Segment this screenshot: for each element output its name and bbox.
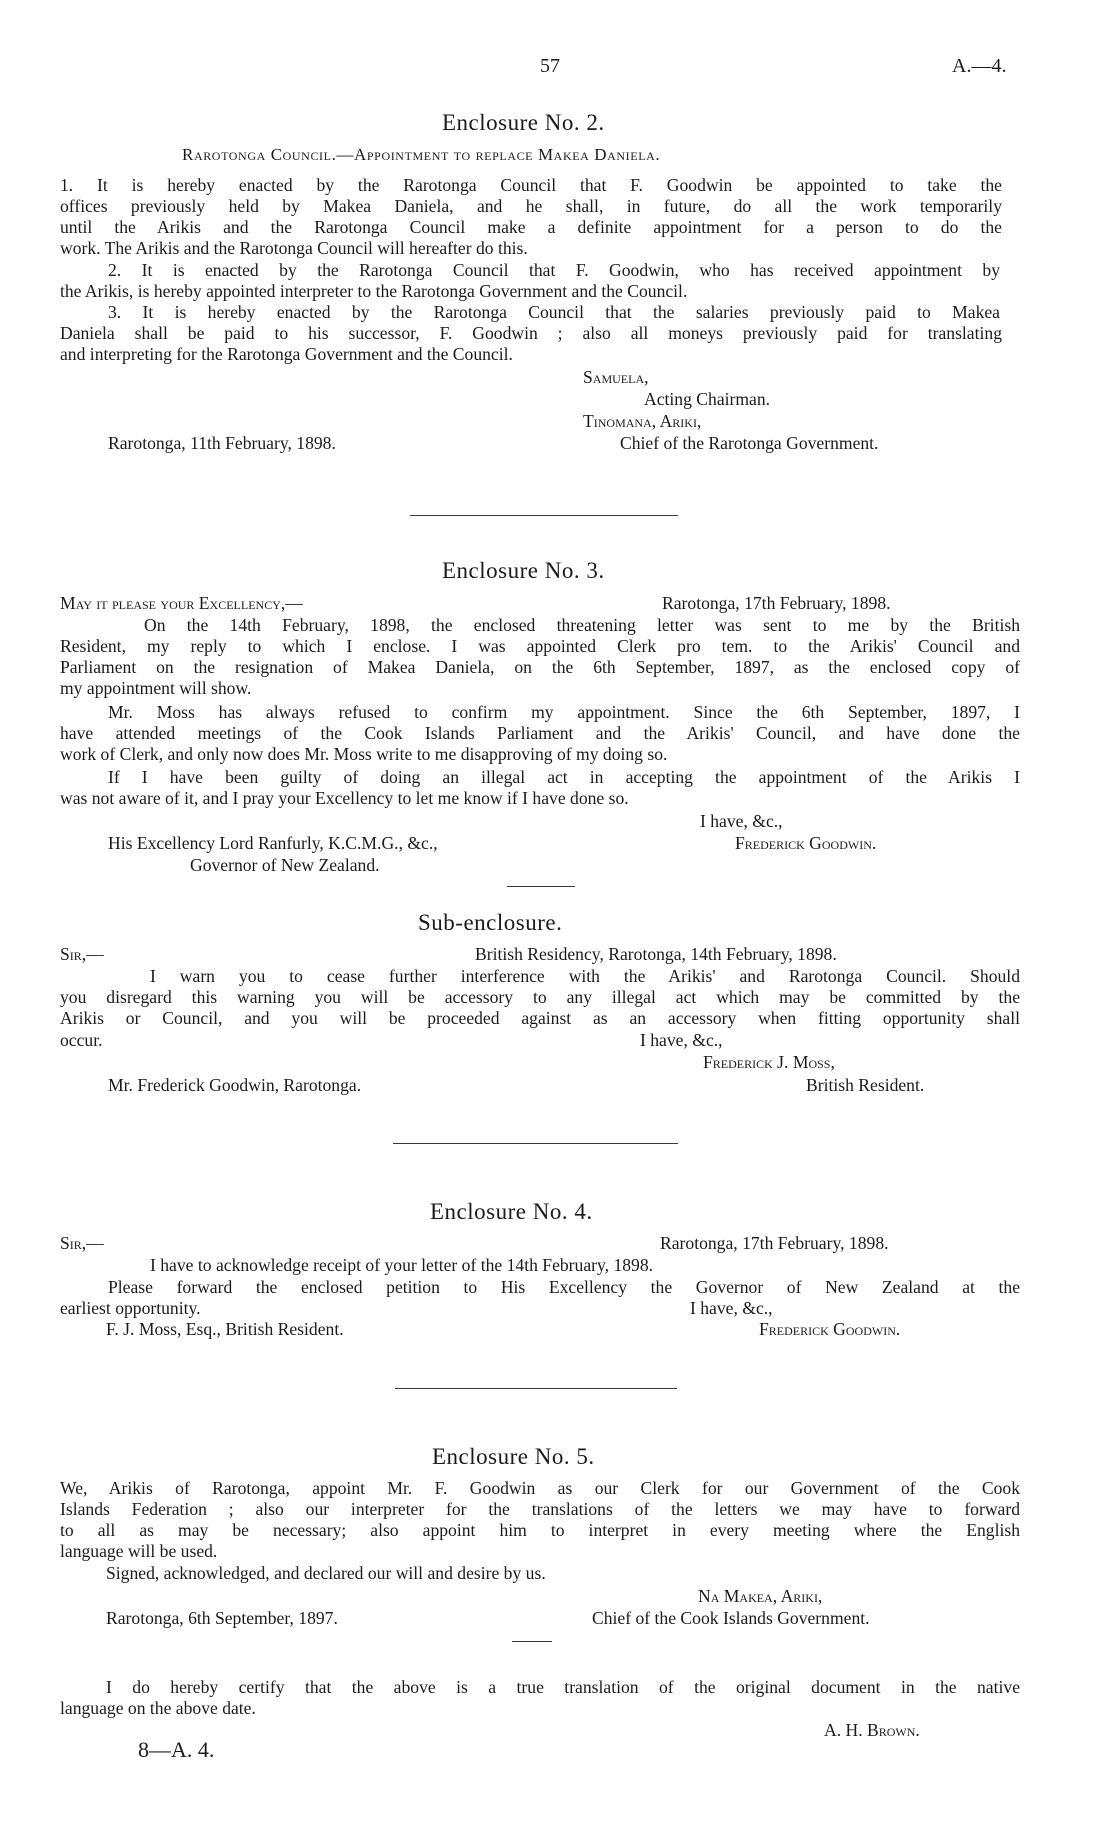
- short-divider: [512, 1641, 552, 1642]
- enc5-line: to all as may be necessary; also appoint him to interpret in every meeting where the English: [60, 1520, 1020, 1540]
- sub-closing: I have, &c.,: [640, 1030, 723, 1050]
- enclosure-2-title: Enclosure No. 2.: [442, 110, 605, 135]
- enc3-line: work of Clerk, and only now does Mr. Moss write to me disapproving of my doing so.: [60, 744, 668, 764]
- enc2-line: Daniela shall be paid to his successor, F. Goodwin ; also all moneys previously paid for translating: [60, 323, 1002, 343]
- enc3-place-date: Rarotonga, 17th February, 1898.: [662, 593, 891, 613]
- enc3-closing: I have, &c.,: [700, 811, 783, 831]
- enc3-line: my appointment will show.: [60, 678, 252, 698]
- enc2-signer-2-title: Chief of the Rarotonga Government.: [620, 433, 879, 453]
- page-number: 57: [540, 55, 560, 77]
- sub-signer: Frederick J. Moss,: [703, 1052, 835, 1072]
- section-divider: [410, 515, 678, 516]
- section-divider: [395, 1388, 677, 1389]
- section-divider: [393, 1143, 678, 1144]
- sub-line: Arikis or Council, and you will be proceeded against as an accessory when fitting opportunity shall: [60, 1008, 1020, 1028]
- document-reference: A.—4.: [952, 55, 1007, 77]
- enc3-line: have attended meetings of the Cook Islands Parliament and the Arikis' Council, and have done the: [60, 723, 1020, 743]
- enclosure-3-title: Enclosure No. 3.: [442, 558, 605, 583]
- enc3-line: On the 14th February, 1898, the enclosed threatening letter was sent to me by the British: [144, 615, 1020, 635]
- enc2-signer-2: Tinomana, Ariki,: [583, 411, 702, 431]
- certification-line-2: language on the above date.: [60, 1698, 256, 1718]
- enc4-place-date: Rarotonga, 17th February, 1898.: [660, 1233, 889, 1253]
- enc5-place-date: Rarotonga, 6th September, 1897.: [106, 1608, 338, 1628]
- enc5-line: Signed, acknowledged, and declared our will and desire by us.: [106, 1563, 546, 1583]
- enclosure-5-title: Enclosure No. 5.: [432, 1444, 595, 1469]
- enclosure-2-subtitle: Rarotonga Council.—Appointment to replace Makea Daniela.: [182, 145, 661, 164]
- page-footer-ref: 8—A. 4.: [138, 1737, 215, 1762]
- enc3-line: Resident, my reply to which I enclose. I was appointed Clerk pro tem. to the Arikis' Council and: [60, 636, 1020, 656]
- enc2-line: the Arikis, is hereby appointed interpreter to the Rarotonga Government and the Council.: [60, 281, 688, 301]
- enc5-signer-title: Chief of the Cook Islands Government.: [592, 1608, 870, 1628]
- sub-line: you disregard this warning you will be accessory to any illegal act which may be committed by the: [60, 987, 1020, 1007]
- enc3-line: was not aware of it, and I pray your Excellency to let me know if I have done so.: [60, 788, 629, 808]
- enc2-signer-1: Samuela,: [583, 367, 649, 387]
- enc2-line: work. The Arikis and the Rarotonga Council will hereafter do this.: [60, 238, 528, 258]
- enc3-addressee-2: Governor of New Zealand.: [190, 855, 380, 875]
- enc5-line: language will be used.: [60, 1541, 218, 1561]
- enc2-line: 2. It is enacted by the Rarotonga Council that F. Goodwin, who has received appointment by: [108, 260, 1000, 280]
- sub-signer-title: British Resident.: [806, 1075, 925, 1095]
- enc4-line-2: Please forward the enclosed petition to His Excellency the Governor of New Zealand at the: [108, 1277, 1020, 1297]
- sub-line: occur.: [60, 1030, 103, 1050]
- enc2-line: and interpreting for the Rarotonga Government and the Council.: [60, 344, 513, 364]
- short-divider: [507, 886, 575, 887]
- enc2-line: until the Arikis and the Rarotonga Council make a definite appointment for a person to do the: [60, 217, 1002, 237]
- enc2-line: 1. It is hereby enacted by the Rarotonga Council that F. Goodwin be appointed to take the: [60, 175, 1002, 195]
- certification-line-1: I do hereby certify that the above is a true translation of the original document in the native: [106, 1677, 1020, 1697]
- enc4-addressee: F. J. Moss, Esq., British Resident.: [106, 1319, 344, 1339]
- enc2-place-date: Rarotonga, 11th February, 1898.: [108, 433, 336, 453]
- enc2-line: 3. It is hereby enacted by the Rarotonga Council that the salaries previously paid to Makea: [108, 302, 1000, 322]
- sub-addressee: Mr. Frederick Goodwin, Rarotonga.: [108, 1075, 362, 1095]
- enc5-line: Islands Federation ; also our interpreter for the translations of the letters we may have to forward: [60, 1499, 1020, 1519]
- enc4-closing: I have, &c.,: [690, 1298, 773, 1318]
- sub-line: I warn you to cease further interference with the Arikis' and Rarotonga Council. Should: [150, 966, 1020, 986]
- enc3-salutation: May it please your Excellency,—: [60, 593, 303, 613]
- enc3-addressee-1: His Excellency Lord Ranfurly, K.C.M.G., &c.,: [108, 833, 438, 853]
- sub-salutation: Sir,—: [60, 944, 104, 964]
- sub-enclosure-title: Sub-enclosure.: [418, 910, 563, 935]
- enc4-salutation: Sir,—: [60, 1233, 104, 1253]
- enc4-signer: Frederick Goodwin.: [759, 1319, 901, 1339]
- enc3-line: If I have been guilty of doing an illegal act in accepting the appointment of the Arikis I: [108, 767, 1020, 787]
- enc2-line: offices previously held by Makea Daniela, and he shall, in future, do all the work temporarily: [60, 196, 1002, 216]
- enc4-line-3: earliest opportunity.: [60, 1298, 201, 1318]
- sub-place-date: British Residency, Rarotonga, 14th February, 1898.: [475, 944, 837, 964]
- enc3-line: Mr. Moss has always refused to confirm my appointment. Since the 6th September, 1897, I: [108, 702, 1020, 722]
- enclosure-4-title: Enclosure No. 4.: [430, 1199, 593, 1224]
- certification-signer: A. H. Brown.: [824, 1720, 920, 1740]
- enc3-line: Parliament on the resignation of Makea Daniela, on the 6th September, 1897, as the enclosed copy of: [60, 657, 1020, 677]
- enc3-signer: Frederick Goodwin.: [735, 833, 877, 853]
- enc5-signer: Na Makea, Ariki,: [698, 1586, 823, 1606]
- enc2-signer-1-title: Acting Chairman.: [644, 389, 771, 409]
- enc4-line-1: I have to acknowledge receipt of your letter of the 14th February, 1898.: [150, 1255, 654, 1275]
- enc5-line: We, Arikis of Rarotonga, appoint Mr. F. Goodwin as our Clerk for our Government of the Cook: [60, 1478, 1020, 1498]
